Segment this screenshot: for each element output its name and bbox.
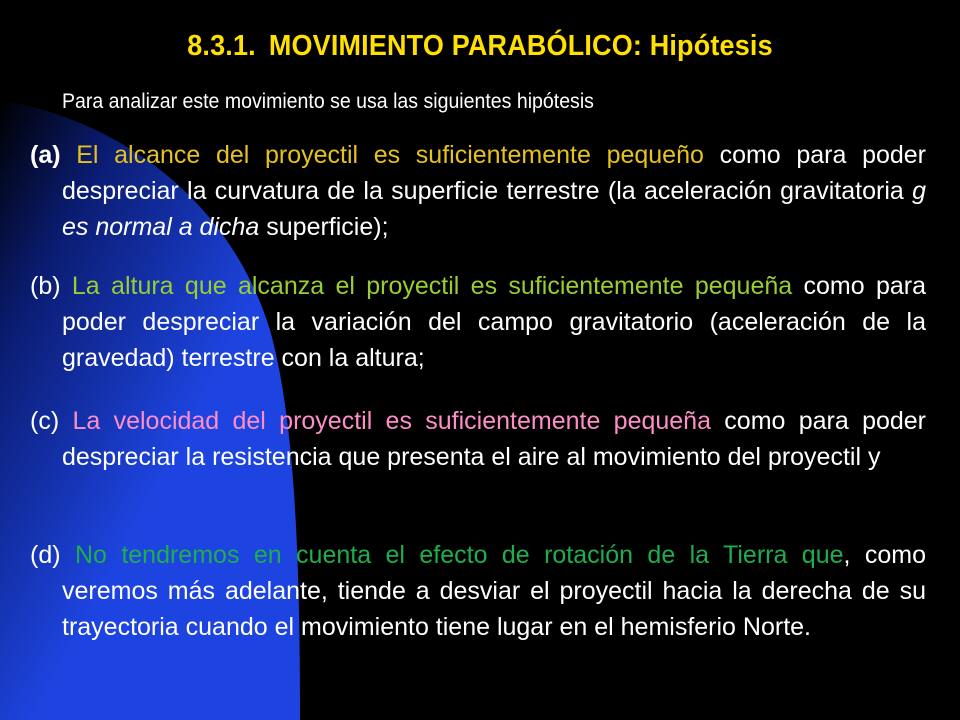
hypothesis-a-text: como para poder despreciar la curvatura de la superficie terrestre (la aceleración gravitatoria	[62, 141, 927, 205]
hypothesis-a-text-end: superficie);	[259, 213, 389, 241]
hypothesis-c-text: como para poder despreciar la resistencia que presenta el aire al movimiento del proyectil y	[62, 407, 927, 471]
hypothesis-b	[30, 268, 926, 376]
hypothesis-b-tag: (b)	[30, 272, 61, 300]
hypothesis-d-highlight: No tendremos en cuenta el efecto de rotación de la Tierra que	[74, 541, 844, 569]
hypothesis-d	[30, 537, 926, 645]
hypothesis-a-tag: (a)	[30, 141, 61, 169]
hypothesis-a	[30, 137, 926, 245]
hypothesis-c-highlight: La velocidad del proyectil es suficientemente pequeña	[72, 407, 711, 435]
hypothesis-a-italic: g es normal a dicha	[62, 177, 926, 241]
slide-title	[34, 30, 927, 63]
hypothesis-c	[30, 403, 926, 475]
hypothesis-b-highlight: La altura que alcanza el proyectil es suficientemente pequeña	[71, 272, 793, 300]
hypothesis-c-tag: (c)	[30, 407, 60, 435]
title-text: MOVIMIENTO PARABÓLICO: Hipótesis	[268, 30, 773, 62]
section-number: 8.3.1.	[187, 30, 256, 62]
hypothesis-d-text: , como veremos más adelante, tiende a desviar el proyectil hacia la derecha de su trayectoria cuando el movimiento tiene lugar en el hemisferio Norte.	[62, 541, 926, 641]
hypothesis-b-text: como para poder despreciar la variación del campo gravitatorio (aceleración de la gravedad) terrestre con la altura;	[62, 272, 927, 372]
hypothesis-d-tag: (d)	[30, 541, 61, 569]
hypothesis-a-highlight: El alcance del proyectil es suficientemente pequeño	[76, 141, 704, 169]
intro-text: Para analizar este movimiento se usa las siguientes hipótesis	[62, 90, 594, 113]
